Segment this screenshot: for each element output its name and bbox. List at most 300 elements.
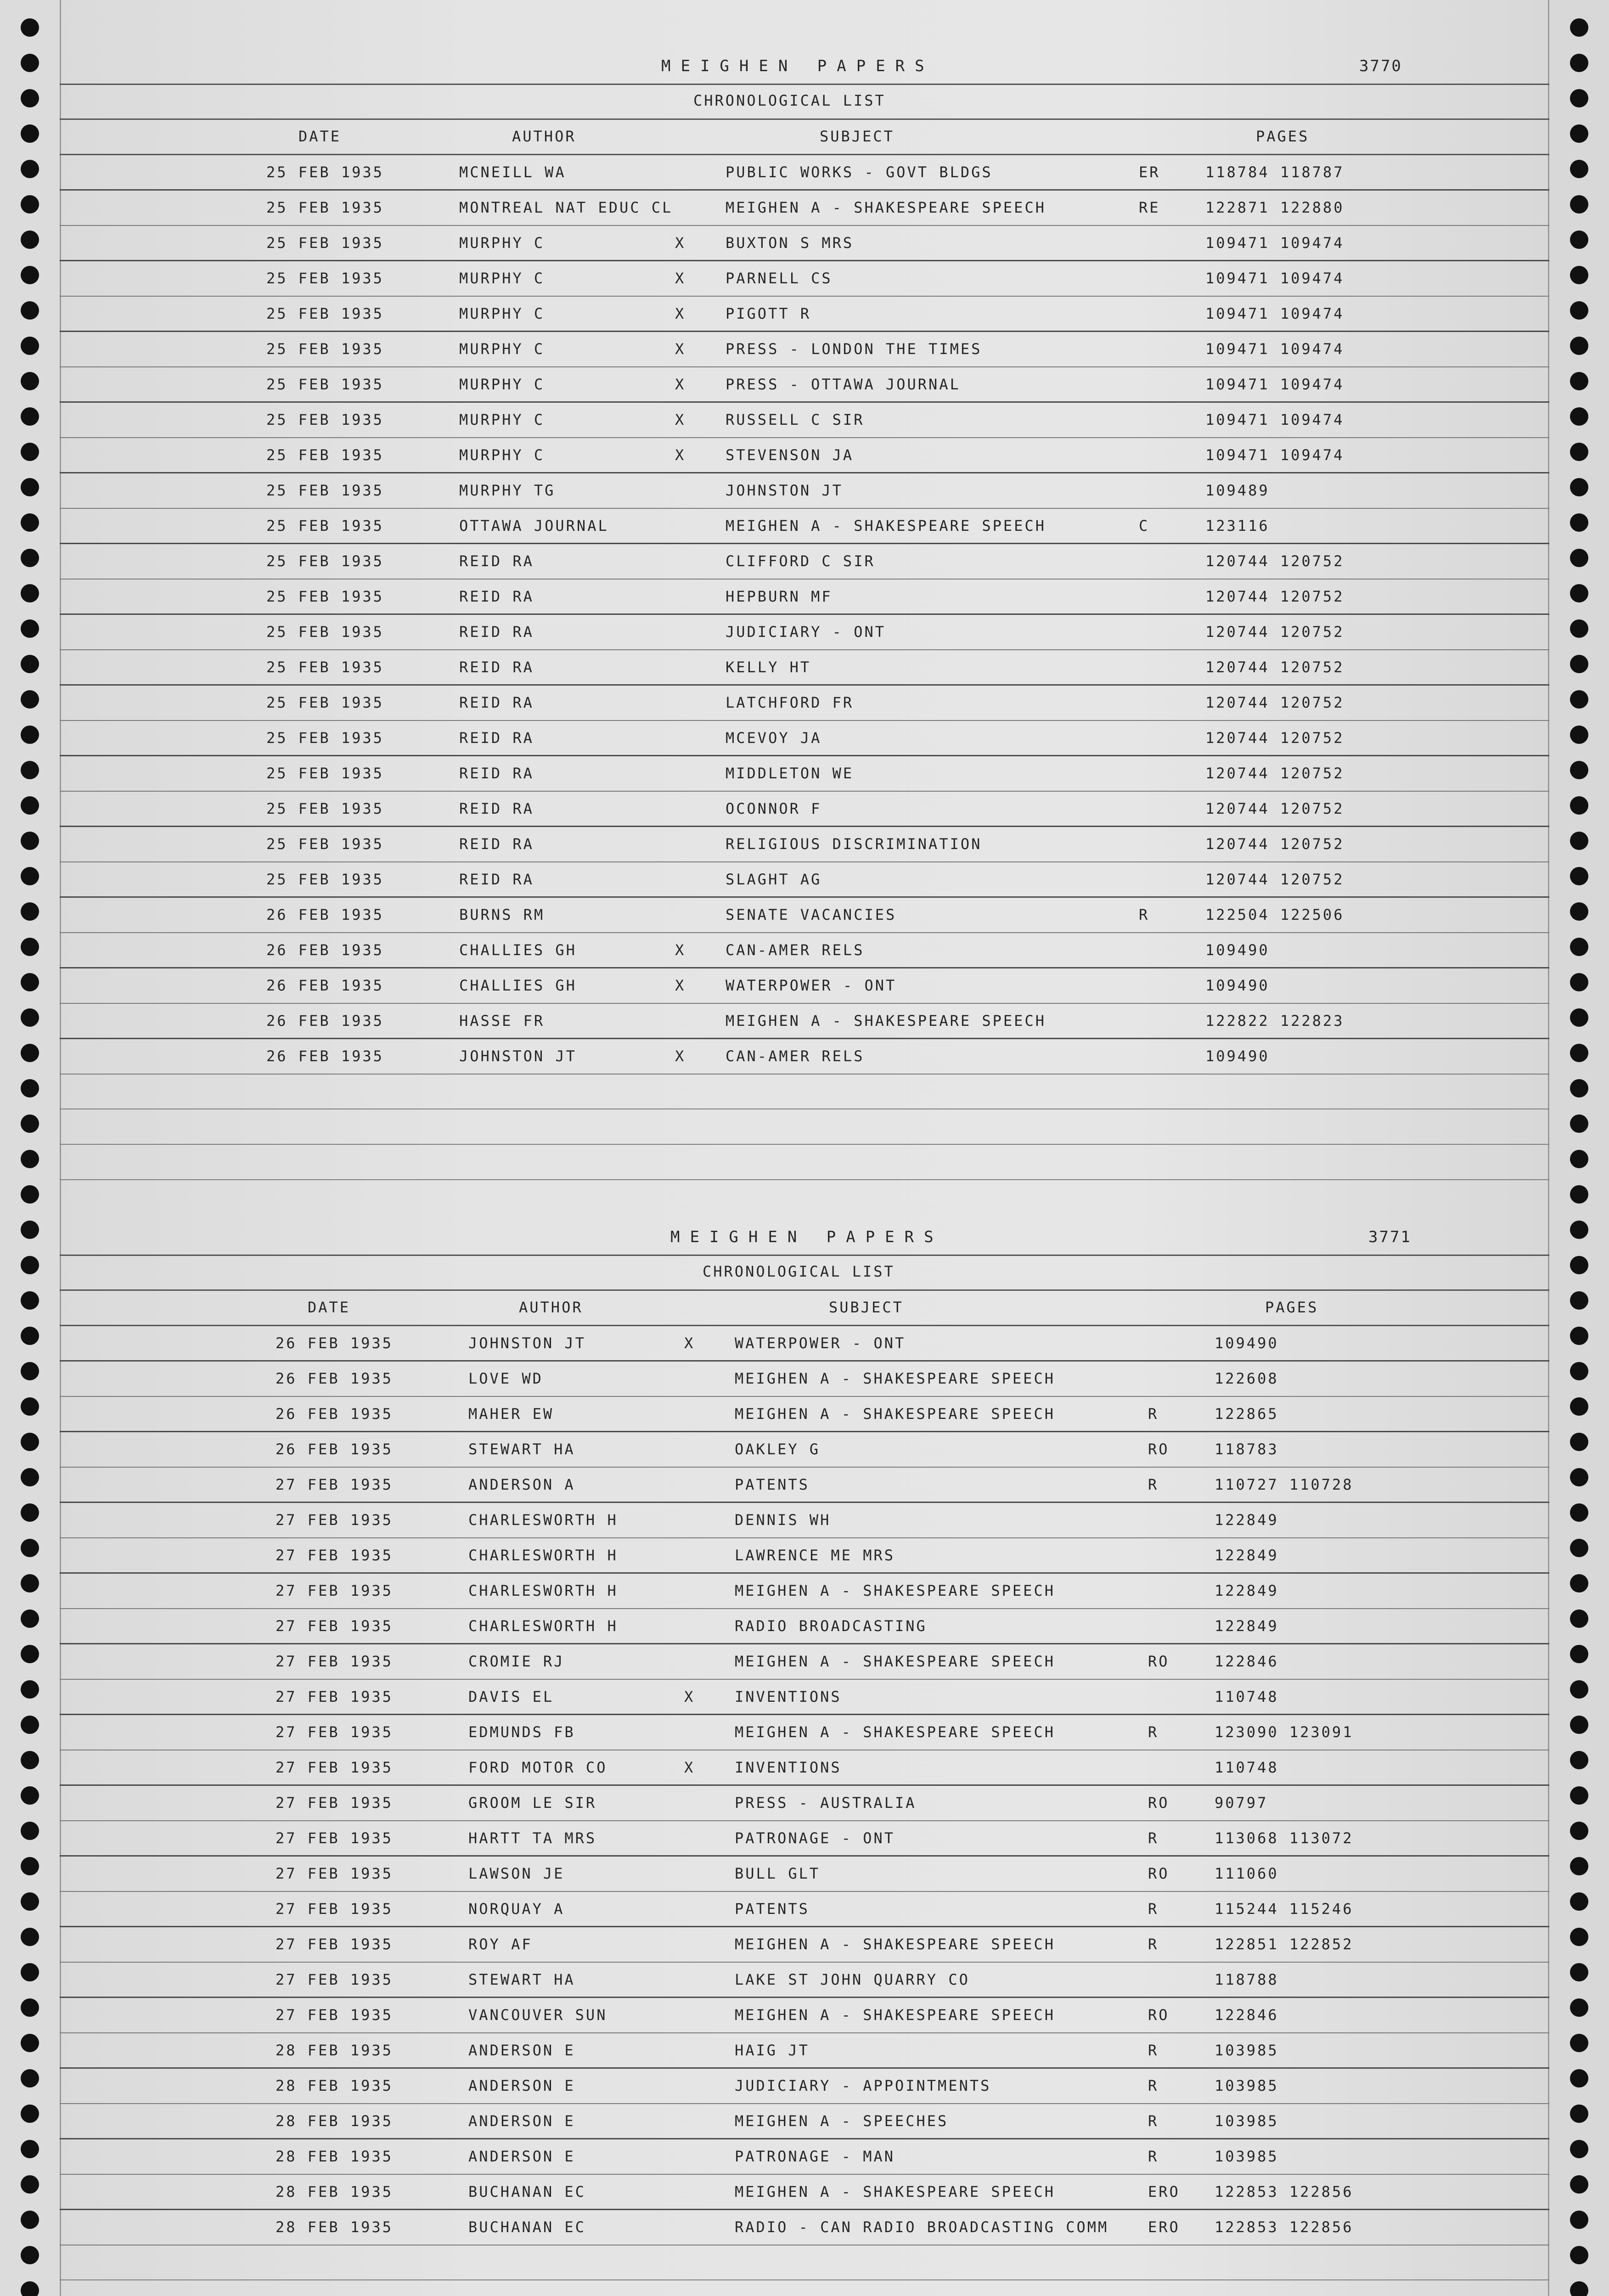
tractor-hole bbox=[21, 1963, 39, 1981]
row-pages: 109490 bbox=[1205, 1047, 1270, 1065]
table-row bbox=[60, 1680, 1549, 1715]
tractor-hole bbox=[1570, 1716, 1588, 1734]
tractor-hole bbox=[1570, 2140, 1588, 2158]
tractor-hole bbox=[1570, 584, 1588, 602]
tractor-hole bbox=[1570, 1256, 1588, 1274]
row-author: ANDERSON E bbox=[468, 2148, 575, 2165]
row-date: 25 FEB 1935 bbox=[266, 270, 384, 287]
row-author: JOHNSTON JT bbox=[459, 1047, 577, 1065]
header-rule bbox=[60, 118, 1549, 120]
row-subject: JUDICIARY - ONT bbox=[726, 623, 886, 641]
row-code: R bbox=[1148, 1829, 1159, 1847]
tractor-hole bbox=[1570, 1857, 1588, 1875]
row-pages: 122846 bbox=[1215, 1653, 1279, 1670]
tractor-hole bbox=[1570, 2034, 1588, 2052]
row-pages: 109489 bbox=[1205, 482, 1270, 499]
row-author: BUCHANAN EC bbox=[468, 2183, 586, 2200]
table-row bbox=[60, 2175, 1549, 2210]
row-code: RO bbox=[1148, 1794, 1170, 1812]
row-author: STEWART HA bbox=[468, 1441, 575, 1458]
row-pages: 109471 109474 bbox=[1205, 446, 1345, 464]
tractor-hole bbox=[21, 1503, 39, 1522]
tractor-hole bbox=[1570, 796, 1588, 815]
table-row bbox=[60, 1644, 1549, 1680]
row-code: R bbox=[1148, 2112, 1159, 2130]
row-code: RO bbox=[1148, 2006, 1170, 2024]
row-date: 25 FEB 1935 bbox=[266, 588, 384, 605]
column-header-subject: SUBJECT bbox=[820, 128, 895, 145]
row-pages: 110727 110728 bbox=[1215, 1476, 1354, 1493]
table-row bbox=[60, 438, 1549, 473]
row-subject: LAWRENCE ME MRS bbox=[735, 1547, 895, 1564]
table-row bbox=[60, 1715, 1549, 1750]
row-subject: INVENTIONS bbox=[735, 1759, 842, 1776]
table-row bbox=[60, 2104, 1549, 2139]
row-code: R bbox=[1148, 2148, 1159, 2165]
row-author: MURPHY TG bbox=[459, 482, 556, 499]
table-row bbox=[60, 191, 1549, 226]
tractor-hole bbox=[21, 1433, 39, 1451]
tractor-hole bbox=[1570, 1963, 1588, 1981]
table-row bbox=[60, 686, 1549, 721]
tractor-hole bbox=[21, 1008, 39, 1027]
tractor-hole bbox=[21, 973, 39, 991]
table-row bbox=[60, 1821, 1549, 1857]
row-date: 26 FEB 1935 bbox=[266, 941, 384, 959]
row-author: MURPHY C bbox=[459, 234, 545, 252]
row-date: 25 FEB 1935 bbox=[266, 411, 384, 428]
row-subject: PRESS - LONDON THE TIMES bbox=[726, 340, 982, 358]
row-subject: LAKE ST JOHN QUARRY CO bbox=[735, 1971, 970, 1988]
row-date: 27 FEB 1935 bbox=[276, 1971, 393, 1988]
row-author: HASSE FR bbox=[459, 1012, 545, 1030]
tractor-hole bbox=[21, 1928, 39, 1946]
row-date: 25 FEB 1935 bbox=[266, 871, 384, 888]
table-row bbox=[60, 403, 1549, 438]
table-row bbox=[60, 1574, 1549, 1609]
row-author: REID RA bbox=[459, 623, 534, 641]
row-subject: MIDDLETON WE bbox=[726, 765, 854, 782]
row-cross-ref-mark: X bbox=[675, 941, 686, 959]
column-header-pages: PAGES bbox=[1265, 1299, 1319, 1316]
row-author: REID RA bbox=[459, 871, 534, 888]
row-date: 28 FEB 1935 bbox=[276, 2077, 393, 2094]
tractor-hole bbox=[21, 231, 39, 249]
page-subtitle: CHRONOLOGICAL LIST bbox=[693, 92, 886, 109]
table-row bbox=[60, 2139, 1549, 2175]
tractor-hole bbox=[21, 1998, 39, 2017]
row-subject: MEIGHEN A - SHAKESPEARE SPEECH bbox=[726, 199, 1046, 216]
row-subject: PRESS - AUSTRALIA bbox=[735, 1794, 917, 1812]
tractor-hole bbox=[21, 1786, 39, 1805]
row-author: ROY AF bbox=[468, 1936, 533, 1953]
tractor-hole bbox=[21, 124, 39, 143]
row-subject: SLAGHT AG bbox=[726, 871, 822, 888]
column-header-author: AUTHOR bbox=[512, 128, 576, 145]
row-subject: MEIGHEN A - SHAKESPEARE SPEECH bbox=[735, 2006, 1055, 2024]
row-pages: 122853 122856 bbox=[1215, 2183, 1354, 2200]
row-date: 27 FEB 1935 bbox=[276, 1900, 393, 1918]
tractor-hole bbox=[21, 867, 39, 885]
row-pages: 109490 bbox=[1205, 977, 1270, 994]
tractor-hole bbox=[21, 443, 39, 461]
row-subject: PATRONAGE - ONT bbox=[735, 1829, 895, 1847]
row-code: R bbox=[1148, 1936, 1159, 1953]
row-pages: 122853 122856 bbox=[1215, 2218, 1354, 2236]
row-date: 25 FEB 1935 bbox=[266, 305, 384, 322]
tractor-hole bbox=[21, 832, 39, 850]
tractor-hole bbox=[1570, 337, 1588, 355]
row-author: GROOM LE SIR bbox=[468, 1794, 597, 1812]
tractor-hole bbox=[1570, 2211, 1588, 2229]
tractor-hole bbox=[1570, 1892, 1588, 1911]
row-subject: JUDICIARY - APPOINTMENTS bbox=[735, 2077, 991, 2094]
row-cross-ref-mark: X bbox=[675, 1047, 686, 1065]
row-subject: RELIGIOUS DISCRIMINATION bbox=[726, 835, 982, 853]
row-date: 25 FEB 1935 bbox=[266, 446, 384, 464]
table-row bbox=[60, 297, 1549, 332]
row-pages: 109490 bbox=[1205, 941, 1270, 959]
row-author: REID RA bbox=[459, 729, 534, 747]
tractor-hole bbox=[21, 1892, 39, 1911]
table-row bbox=[60, 544, 1549, 580]
row-code: ERO bbox=[1148, 2218, 1180, 2236]
row-date: 28 FEB 1935 bbox=[276, 2112, 393, 2130]
row-date: 27 FEB 1935 bbox=[276, 1794, 393, 1812]
tractor-hole bbox=[21, 372, 39, 390]
row-author: CROMIE RJ bbox=[468, 1653, 565, 1670]
row-pages: 109471 109474 bbox=[1205, 411, 1345, 428]
row-code: RO bbox=[1148, 1441, 1170, 1458]
row-author: REID RA bbox=[459, 588, 534, 605]
row-pages: 109471 109474 bbox=[1205, 234, 1345, 252]
row-pages: 120744 120752 bbox=[1205, 835, 1345, 853]
row-date: 26 FEB 1935 bbox=[266, 1047, 384, 1065]
tractor-hole bbox=[1570, 1008, 1588, 1027]
table-row bbox=[60, 792, 1549, 827]
tractor-hole bbox=[1570, 1609, 1588, 1628]
tractor-hole bbox=[1570, 973, 1588, 991]
row-date: 25 FEB 1935 bbox=[266, 729, 384, 747]
page-number: 3771 bbox=[1368, 1228, 1412, 1246]
row-date: 25 FEB 1935 bbox=[266, 623, 384, 641]
row-date: 27 FEB 1935 bbox=[276, 1547, 393, 1564]
row-pages: 122846 bbox=[1215, 2006, 1279, 2024]
row-subject: STEVENSON JA bbox=[726, 446, 854, 464]
row-code: R bbox=[1148, 2042, 1159, 2059]
table-row bbox=[60, 1786, 1549, 1821]
page-subtitle: CHRONOLOGICAL LIST bbox=[703, 1263, 895, 1280]
row-pages: 122871 122880 bbox=[1205, 199, 1345, 216]
row-subject: PATRONAGE - MAN bbox=[735, 2148, 895, 2165]
row-author: MONTREAL NAT EDUC CL bbox=[459, 199, 673, 216]
empty-ruled-line bbox=[60, 2279, 1549, 2280]
tractor-hole bbox=[21, 2246, 39, 2264]
row-subject: MEIGHEN A - SPEECHES bbox=[735, 2112, 949, 2130]
row-date: 25 FEB 1935 bbox=[266, 376, 384, 393]
row-author: CHALLIES GH bbox=[459, 941, 577, 959]
tractor-hole bbox=[1570, 2175, 1588, 2194]
empty-ruled-line bbox=[60, 1179, 1549, 1180]
row-cross-ref-mark: X bbox=[675, 446, 686, 464]
table-row bbox=[60, 261, 1549, 297]
row-author: REID RA bbox=[459, 694, 534, 711]
tractor-hole bbox=[1570, 2105, 1588, 2123]
tractor-hole bbox=[21, 2069, 39, 2088]
row-date: 27 FEB 1935 bbox=[276, 1653, 393, 1670]
tractor-hole bbox=[21, 2211, 39, 2229]
tractor-hole bbox=[1570, 372, 1588, 390]
tractor-hole bbox=[21, 1468, 39, 1486]
table-row bbox=[60, 2210, 1549, 2245]
row-subject: PATENTS bbox=[735, 1900, 810, 1918]
row-pages: 120744 120752 bbox=[1205, 694, 1345, 711]
row-cross-ref-mark: X bbox=[675, 376, 686, 393]
row-date: 27 FEB 1935 bbox=[276, 1865, 393, 1882]
row-date: 27 FEB 1935 bbox=[276, 1688, 393, 1705]
tractor-hole bbox=[1570, 761, 1588, 779]
row-author: LOVE WD bbox=[468, 1370, 543, 1387]
row-cross-ref-mark: X bbox=[675, 411, 686, 428]
tractor-hole bbox=[21, 1256, 39, 1274]
table-row bbox=[60, 332, 1549, 367]
tractor-hole bbox=[1570, 549, 1588, 567]
table-row bbox=[60, 473, 1549, 509]
row-pages: 120744 120752 bbox=[1205, 552, 1345, 570]
row-author: EDMUNDS FB bbox=[468, 1723, 575, 1741]
table-row bbox=[60, 615, 1549, 650]
row-pages: 103985 bbox=[1215, 2148, 1279, 2165]
row-pages: 103985 bbox=[1215, 2112, 1279, 2130]
table-row bbox=[60, 1326, 1549, 1362]
row-subject: MEIGHEN A - SHAKESPEARE SPEECH bbox=[735, 1723, 1055, 1741]
row-author: MURPHY C bbox=[459, 446, 545, 464]
tractor-hole bbox=[21, 1079, 39, 1097]
tractor-hole bbox=[21, 195, 39, 214]
tractor-hole bbox=[1570, 160, 1588, 178]
tractor-hole bbox=[21, 1150, 39, 1168]
table-row bbox=[60, 1362, 1549, 1397]
tractor-hole bbox=[21, 513, 39, 532]
row-pages: 111060 bbox=[1215, 1865, 1279, 1882]
tractor-hole bbox=[21, 655, 39, 673]
row-pages: 109471 109474 bbox=[1205, 305, 1345, 322]
row-date: 27 FEB 1935 bbox=[276, 1476, 393, 1493]
tractor-hole bbox=[1570, 938, 1588, 956]
tractor-hole bbox=[21, 1751, 39, 1769]
row-date: 28 FEB 1935 bbox=[276, 2183, 393, 2200]
row-author: BURNS RM bbox=[459, 906, 545, 923]
row-pages: 110748 bbox=[1215, 1759, 1279, 1776]
row-cross-ref-mark: X bbox=[675, 234, 686, 252]
tractor-hole bbox=[1570, 2246, 1588, 2264]
row-date: 25 FEB 1935 bbox=[266, 694, 384, 711]
tractor-hole bbox=[21, 2034, 39, 2052]
row-author: MURPHY C bbox=[459, 376, 545, 393]
column-header-pages: PAGES bbox=[1256, 128, 1310, 145]
tractor-hole bbox=[21, 549, 39, 567]
row-date: 26 FEB 1935 bbox=[276, 1334, 393, 1352]
tractor-hole bbox=[1570, 513, 1588, 532]
tractor-hole bbox=[21, 160, 39, 178]
row-cross-ref-mark: X bbox=[675, 340, 686, 358]
row-subject: BULL GLT bbox=[735, 1865, 821, 1882]
table-row bbox=[60, 1503, 1549, 1538]
left-tractor-strip bbox=[0, 0, 61, 2296]
row-pages: 118783 bbox=[1215, 1441, 1279, 1458]
tractor-hole bbox=[1570, 1928, 1588, 1946]
tractor-hole bbox=[1570, 266, 1588, 284]
tractor-hole bbox=[1570, 1751, 1588, 1769]
row-pages: 109471 109474 bbox=[1205, 340, 1345, 358]
row-code: R bbox=[1148, 2077, 1159, 2094]
row-pages: 120744 120752 bbox=[1205, 623, 1345, 641]
tractor-hole bbox=[1570, 726, 1588, 744]
row-date: 27 FEB 1935 bbox=[276, 1759, 393, 1776]
row-author: MCNEILL WA bbox=[459, 163, 566, 181]
row-pages: 110748 bbox=[1215, 1688, 1279, 1705]
tractor-hole bbox=[21, 1716, 39, 1734]
row-subject: RADIO BROADCASTING bbox=[735, 1617, 927, 1635]
table-row bbox=[60, 1538, 1549, 1574]
table-row bbox=[60, 1892, 1549, 1927]
tractor-hole bbox=[1570, 1291, 1588, 1310]
tractor-hole bbox=[1570, 867, 1588, 885]
row-author: MURPHY C bbox=[459, 305, 545, 322]
row-author: JOHNSTON JT bbox=[468, 1334, 586, 1352]
row-author: STEWART HA bbox=[468, 1971, 575, 1988]
tractor-hole bbox=[1570, 1822, 1588, 1840]
page-title: MEIGHEN PAPERS bbox=[661, 57, 934, 75]
tractor-hole bbox=[1570, 1645, 1588, 1663]
row-subject: PARNELL CS bbox=[726, 270, 833, 287]
tractor-hole bbox=[21, 796, 39, 815]
row-date: 27 FEB 1935 bbox=[276, 1723, 393, 1741]
row-date: 26 FEB 1935 bbox=[276, 1441, 393, 1458]
row-author: REID RA bbox=[459, 658, 534, 676]
tractor-hole bbox=[1570, 1079, 1588, 1097]
row-pages: 120744 120752 bbox=[1205, 729, 1345, 747]
row-date: 27 FEB 1935 bbox=[276, 1617, 393, 1635]
row-date: 27 FEB 1935 bbox=[276, 2006, 393, 2024]
row-pages: 103985 bbox=[1215, 2077, 1279, 2094]
tractor-hole bbox=[21, 2140, 39, 2158]
tractor-hole bbox=[21, 18, 39, 37]
tractor-hole bbox=[1570, 2069, 1588, 2088]
row-subject: PIGOTT R bbox=[726, 305, 811, 322]
table-row bbox=[60, 756, 1549, 792]
column-header-author: AUTHOR bbox=[519, 1299, 583, 1316]
tractor-hole bbox=[1570, 443, 1588, 461]
row-subject: LATCHFORD FR bbox=[726, 694, 854, 711]
row-cross-ref-mark: X bbox=[675, 305, 686, 322]
row-pages: 122849 bbox=[1215, 1547, 1279, 1564]
row-date: 25 FEB 1935 bbox=[266, 163, 384, 181]
tractor-hole bbox=[1570, 1185, 1588, 1204]
table-row bbox=[60, 1039, 1549, 1075]
row-pages: 120744 120752 bbox=[1205, 658, 1345, 676]
row-date: 27 FEB 1935 bbox=[276, 1582, 393, 1599]
row-author: CHARLESWORTH H bbox=[468, 1511, 618, 1529]
tractor-hole bbox=[1570, 2281, 1588, 2296]
tractor-hole bbox=[1570, 1221, 1588, 1239]
tractor-hole bbox=[21, 726, 39, 744]
table-row bbox=[60, 1927, 1549, 1963]
row-pages: 115244 115246 bbox=[1215, 1900, 1354, 1918]
row-author: DAVIS EL bbox=[468, 1688, 554, 1705]
table-row bbox=[60, 1397, 1549, 1432]
row-pages: 122851 122852 bbox=[1215, 1936, 1354, 1953]
tractor-hole bbox=[1570, 1044, 1588, 1062]
row-date: 25 FEB 1935 bbox=[266, 552, 384, 570]
tractor-hole bbox=[21, 2105, 39, 2123]
tractor-hole bbox=[1570, 18, 1588, 37]
tractor-hole bbox=[21, 1221, 39, 1239]
tractor-hole bbox=[1570, 195, 1588, 214]
row-subject: CLIFFORD C SIR bbox=[726, 552, 875, 570]
row-date: 25 FEB 1935 bbox=[266, 234, 384, 252]
tractor-hole bbox=[1570, 1327, 1588, 1345]
tractor-hole bbox=[1570, 1680, 1588, 1699]
row-subject: MEIGHEN A - SHAKESPEARE SPEECH bbox=[735, 2183, 1055, 2200]
tractor-hole bbox=[1570, 124, 1588, 143]
row-subject: JOHNSTON JT bbox=[726, 482, 843, 499]
row-cross-ref-mark: X bbox=[684, 1759, 695, 1776]
row-subject: PRESS - OTTAWA JOURNAL bbox=[726, 376, 961, 393]
page-number: 3770 bbox=[1359, 57, 1402, 75]
tractor-hole bbox=[1570, 1468, 1588, 1486]
row-subject: BUXTON S MRS bbox=[726, 234, 854, 252]
row-author: VANCOUVER SUN bbox=[468, 2006, 608, 2024]
row-author: MAHER EW bbox=[468, 1405, 554, 1423]
tractor-hole bbox=[1570, 655, 1588, 673]
row-subject: WATERPOWER - ONT bbox=[735, 1334, 906, 1352]
tractor-hole bbox=[1570, 1786, 1588, 1805]
tractor-hole bbox=[21, 1645, 39, 1663]
tractor-hole bbox=[21, 301, 39, 320]
row-code: R bbox=[1148, 1723, 1159, 1741]
page-title: MEIGHEN PAPERS bbox=[670, 1228, 944, 1246]
tractor-hole bbox=[21, 1857, 39, 1875]
column-header-subject: SUBJECT bbox=[829, 1299, 904, 1316]
row-pages: 122608 bbox=[1215, 1370, 1279, 1387]
tractor-hole bbox=[1570, 478, 1588, 496]
row-author: CHARLESWORTH H bbox=[468, 1547, 618, 1564]
header-rule bbox=[60, 1255, 1549, 1256]
row-author: ANDERSON E bbox=[468, 2077, 575, 2094]
row-pages: 122865 bbox=[1215, 1405, 1279, 1423]
row-date: 28 FEB 1935 bbox=[276, 2218, 393, 2236]
table-row bbox=[60, 968, 1549, 1004]
row-author: CHARLESWORTH H bbox=[468, 1582, 618, 1599]
row-code: R bbox=[1148, 1405, 1159, 1423]
tractor-hole bbox=[21, 902, 39, 921]
row-cross-ref-mark: X bbox=[684, 1688, 695, 1705]
tractor-hole bbox=[1570, 690, 1588, 709]
row-subject: RUSSELL C SIR bbox=[726, 411, 865, 428]
table-row bbox=[60, 650, 1549, 686]
tractor-hole bbox=[21, 619, 39, 638]
row-date: 28 FEB 1935 bbox=[276, 2042, 393, 2059]
row-pages: 120744 120752 bbox=[1205, 588, 1345, 605]
row-author: MURPHY C bbox=[459, 340, 545, 358]
row-author: LAWSON JE bbox=[468, 1865, 565, 1882]
tractor-hole bbox=[1570, 301, 1588, 320]
tractor-hole bbox=[1570, 1150, 1588, 1168]
table-row bbox=[60, 898, 1549, 933]
row-date: 25 FEB 1935 bbox=[266, 482, 384, 499]
tractor-hole bbox=[21, 761, 39, 779]
